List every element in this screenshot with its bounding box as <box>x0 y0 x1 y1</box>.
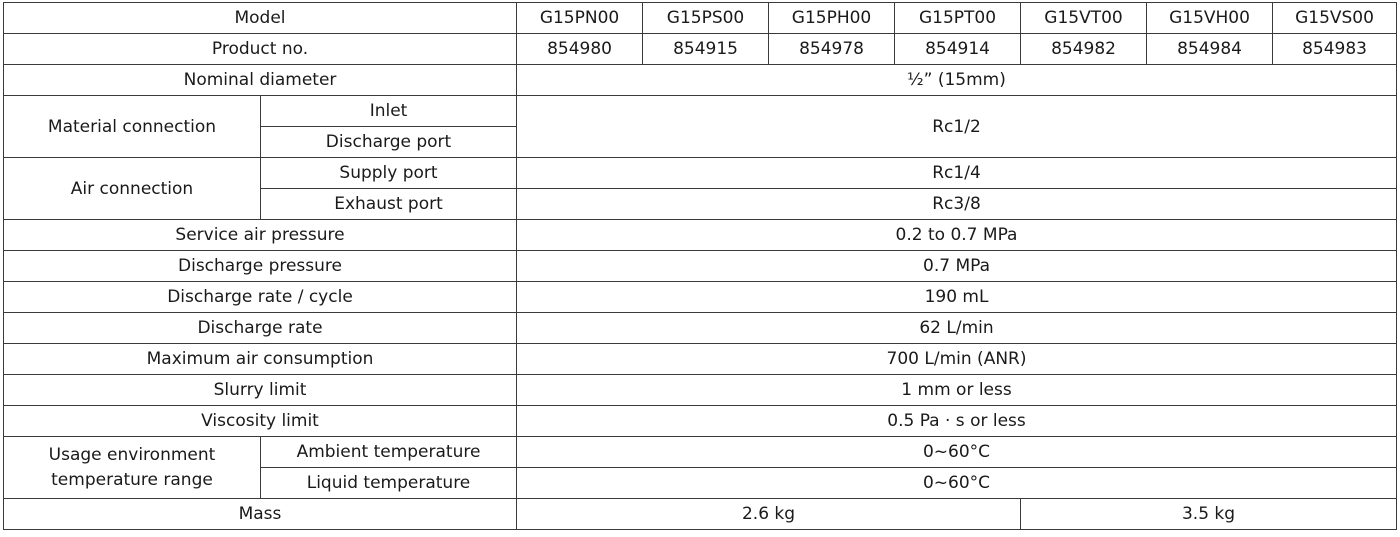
discharge-rate-cycle-label: Discharge rate / cycle <box>4 282 517 313</box>
discharge-rate-label: Discharge rate <box>4 313 517 344</box>
discharge-port-label: Discharge port <box>261 127 517 158</box>
viscosity-limit-row <box>4 406 1397 437</box>
model-value: G15PT00 <box>895 3 1021 34</box>
air-connection-label: Air connection <box>4 158 261 220</box>
liquid-temperature-label: Liquid temperature <box>261 468 517 499</box>
service-air-pressure-label: Service air pressure <box>4 220 517 251</box>
discharge-pressure-value: 0.7 MPa <box>517 251 1397 282</box>
nominal-diameter-value: ½” (15mm) <box>517 65 1397 96</box>
model-value: G15PS00 <box>643 3 769 34</box>
supply-port-label: Supply port <box>261 158 517 189</box>
usage-environment-ambient-row <box>4 437 1397 468</box>
model-value: G15PN00 <box>517 3 643 34</box>
discharge-rate-row <box>4 313 1397 344</box>
specification-table <box>3 2 1397 530</box>
product-no-value: 854978 <box>769 34 895 65</box>
service-air-pressure-row <box>4 220 1397 251</box>
product-no-value: 854915 <box>643 34 769 65</box>
exhaust-port-label: Exhaust port <box>261 189 517 220</box>
material-connection-inlet-row <box>4 96 1397 127</box>
product-no-value: 854980 <box>517 34 643 65</box>
service-air-pressure-value: 0.2 to 0.7 MPa <box>517 220 1397 251</box>
nominal-diameter-row <box>4 65 1397 96</box>
discharge-rate-cycle-value: 190 mL <box>517 282 1397 313</box>
discharge-pressure-label: Discharge pressure <box>4 251 517 282</box>
material-connection-value: Rc1/2 <box>517 96 1397 158</box>
mass-label: Mass <box>4 499 517 530</box>
product-no-label: Product no. <box>4 34 517 65</box>
slurry-limit-label: Slurry limit <box>4 375 517 406</box>
discharge-rate-value: 62 L/min <box>517 313 1397 344</box>
product-no-row <box>4 34 1397 65</box>
viscosity-limit-value: 0.5 Pa · s or less <box>517 406 1397 437</box>
supply-port-value: Rc1/4 <box>517 158 1397 189</box>
model-value: G15VS00 <box>1273 3 1397 34</box>
ambient-temperature-label: Ambient temperature <box>261 437 517 468</box>
exhaust-port-value: Rc3/8 <box>517 189 1397 220</box>
product-no-value: 854914 <box>895 34 1021 65</box>
usage-environment-label: Usage environment temperature range <box>4 437 261 499</box>
mass-row <box>4 499 1397 530</box>
max-air-consumption-row <box>4 344 1397 375</box>
viscosity-limit-label: Viscosity limit <box>4 406 517 437</box>
slurry-limit-value: 1 mm or less <box>517 375 1397 406</box>
product-no-value: 854984 <box>1147 34 1273 65</box>
air-connection-supply-row <box>4 158 1397 189</box>
discharge-rate-cycle-row <box>4 282 1397 313</box>
nominal-diameter-label: Nominal diameter <box>4 65 517 96</box>
mass-value-v-series: 3.5 kg <box>1021 499 1397 530</box>
model-value: G15PH00 <box>769 3 895 34</box>
slurry-limit-row <box>4 375 1397 406</box>
inlet-label: Inlet <box>261 96 517 127</box>
product-no-value: 854983 <box>1273 34 1397 65</box>
material-connection-label: Material connection <box>4 96 261 158</box>
model-label: Model <box>4 3 517 34</box>
ambient-temperature-value: 0~60°C <box>517 437 1397 468</box>
liquid-temperature-value: 0~60°C <box>517 468 1397 499</box>
max-air-consumption-label: Maximum air consumption <box>4 344 517 375</box>
product-no-value: 854982 <box>1021 34 1147 65</box>
max-air-consumption-value: 700 L/min (ANR) <box>517 344 1397 375</box>
model-value: G15VH00 <box>1147 3 1273 34</box>
model-row <box>4 3 1397 34</box>
mass-value-p-series: 2.6 kg <box>517 499 1021 530</box>
discharge-pressure-row <box>4 251 1397 282</box>
model-value: G15VT00 <box>1021 3 1147 34</box>
